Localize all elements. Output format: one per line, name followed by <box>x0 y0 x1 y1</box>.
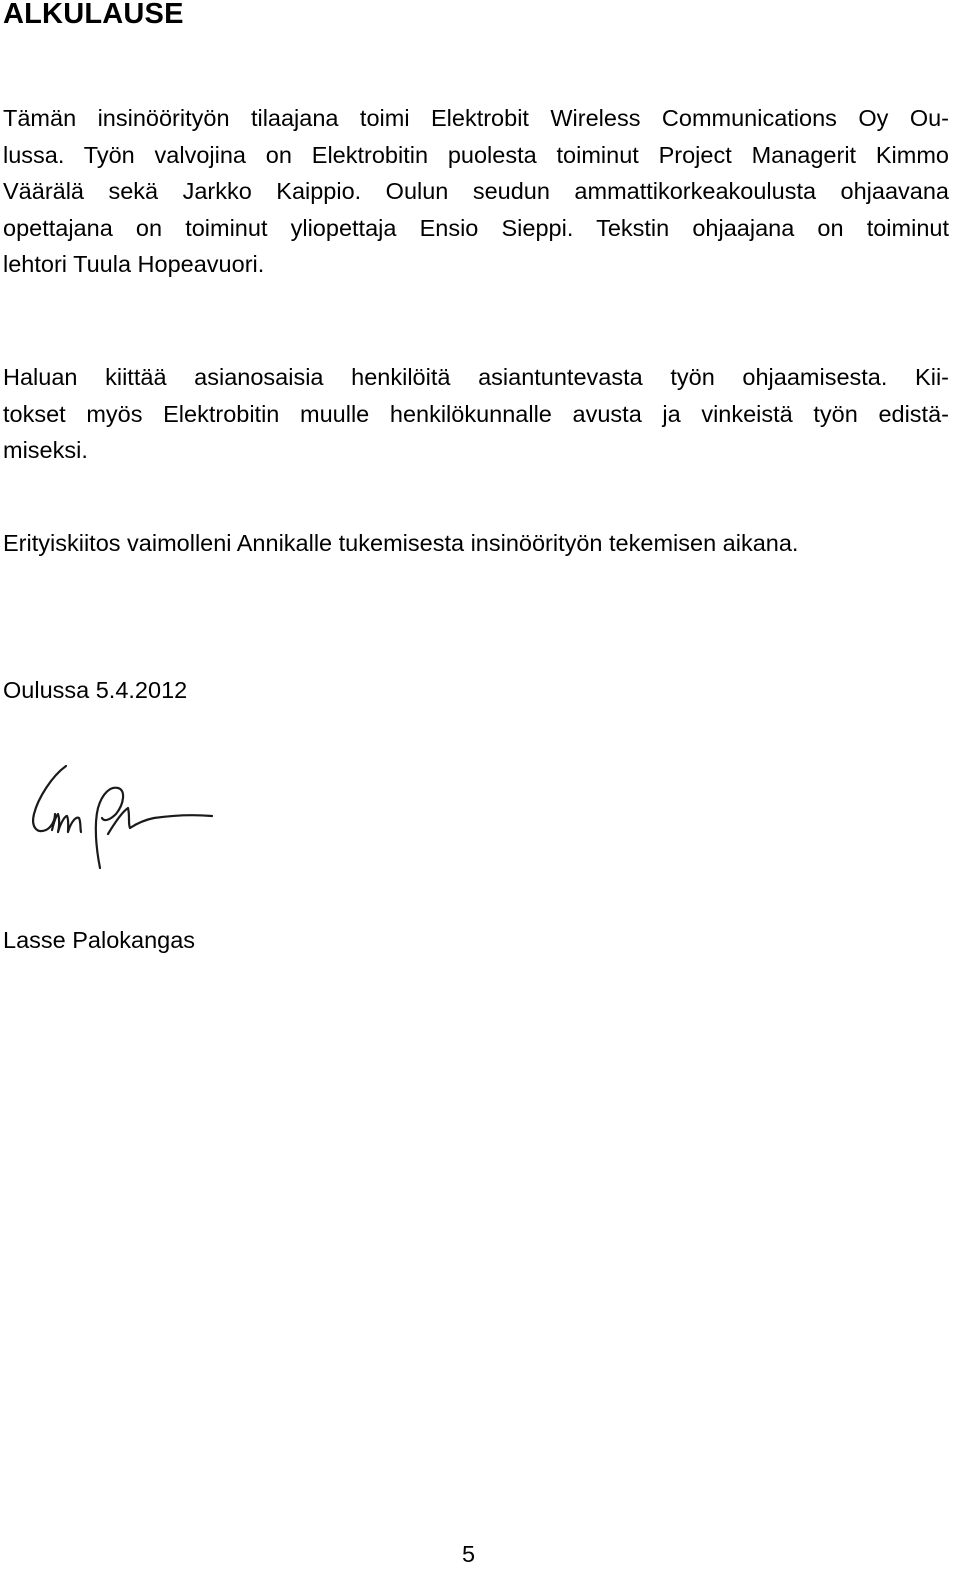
page-number: 5 <box>462 1541 476 1567</box>
page-title: ALKULAUSE <box>3 0 184 30</box>
text-line: Haluan kiittää asianosaisia henkilöitä asiantuntevasta työn ohjaamisesta. Kii- <box>3 364 949 390</box>
signer-name: Lasse Palokangas <box>3 927 196 953</box>
acknowledgement-paragraph-1 <box>3 100 949 283</box>
text-line: miseksi. <box>3 437 88 463</box>
place-and-date: Oulussa 5.4.2012 <box>3 677 188 703</box>
text-line: Väärälä sekä Jarkko Kaippio. Oulun seudun ammattikorkeakoulusta ohjaavana <box>3 178 949 204</box>
acknowledgement-paragraph-2 <box>3 359 949 469</box>
text-line: Erityiskiitos vaimolleni Annikalle tukemisesta insinöörityön tekemisen aikana. <box>3 530 799 556</box>
handwritten-signature <box>28 758 228 874</box>
text-line: opettajana on toiminut yliopettaja Ensio Sieppi. Tekstin ohjaajana on toiminut <box>3 214 949 241</box>
text-line: tokset myös Elektrobitin muulle henkilökunnalle avusta ja vinkeistä työn edistä- <box>3 400 949 427</box>
acknowledgement-paragraph-3 <box>3 525 949 562</box>
text-line: Tämän insinöörityön tilaajana toimi Elektrobit Wireless Communications Oy Ou- <box>3 105 949 131</box>
text-line: lehtori Tuula Hopeavuori. <box>3 251 265 277</box>
text-line: lussa. Työn valvojina on Elektrobitin puolesta toiminut Project Managerit Kimmo <box>3 141 949 168</box>
